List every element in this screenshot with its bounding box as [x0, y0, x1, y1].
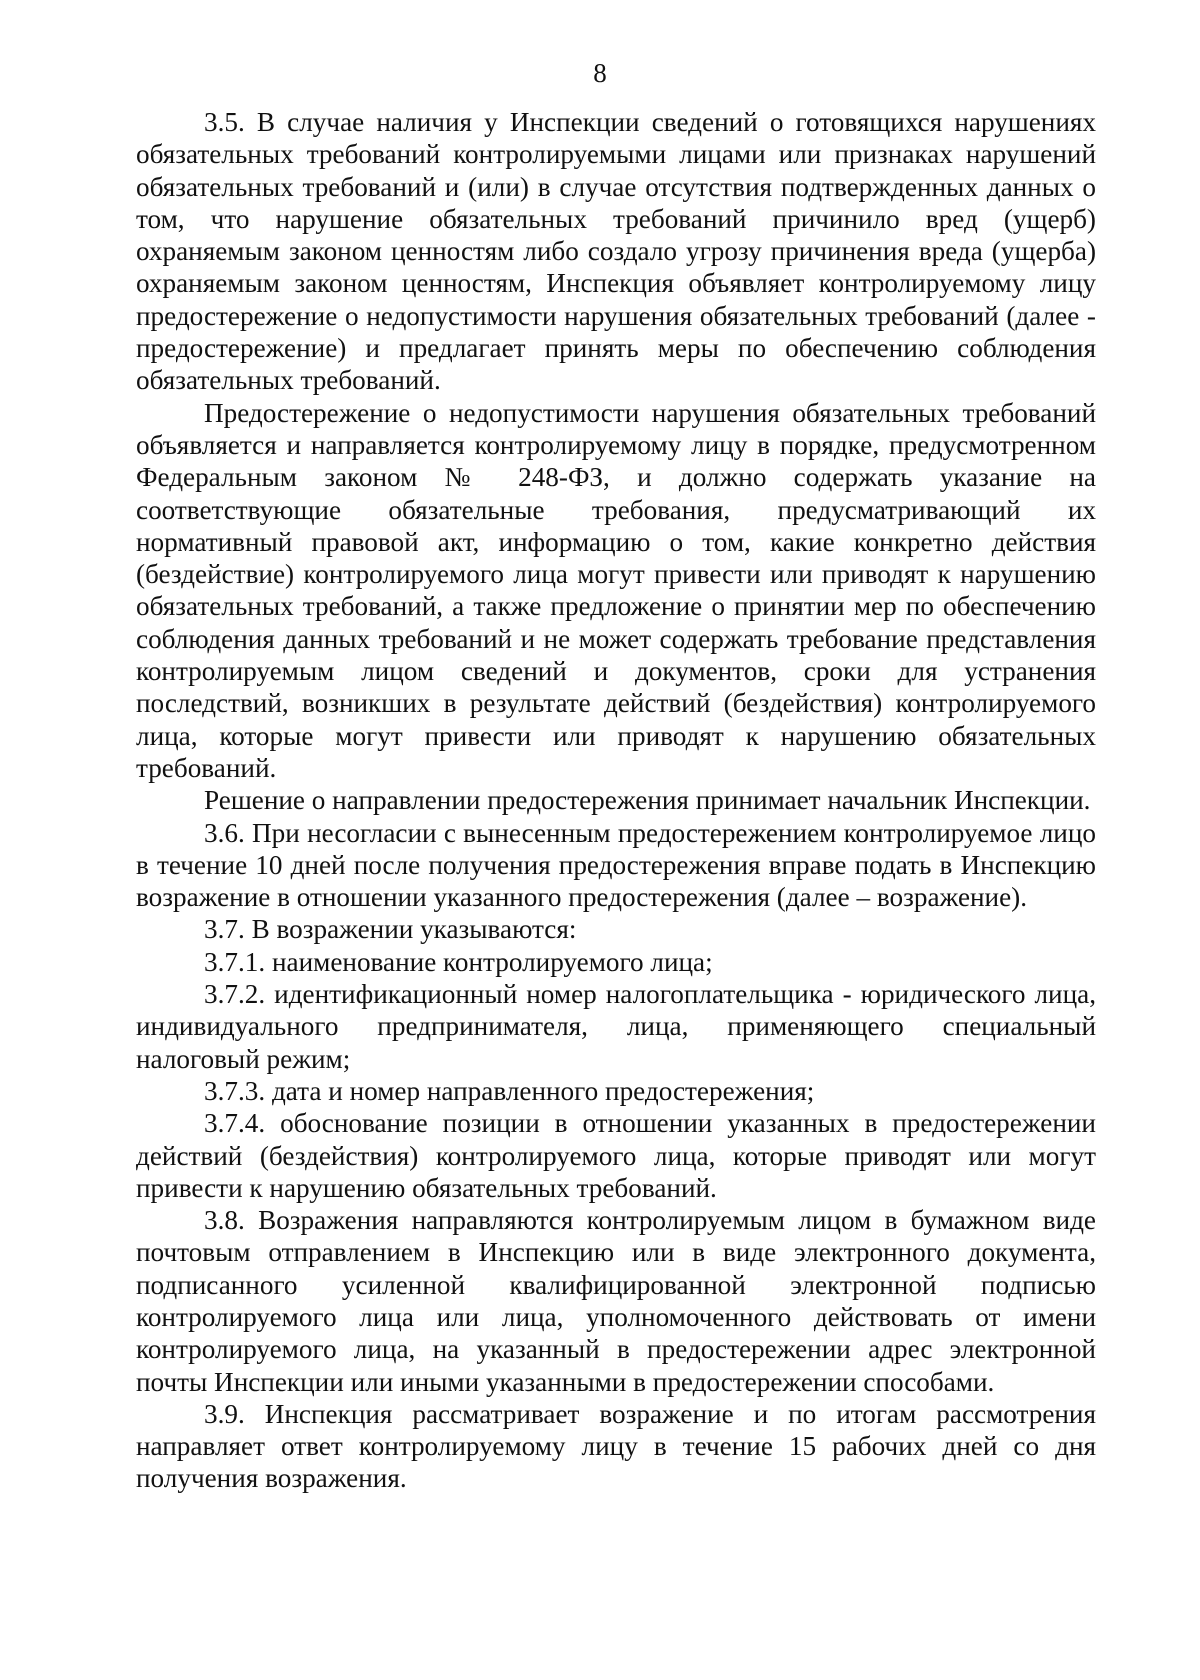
paragraph-3-6: 3.6. При несогласии с вынесенным предостережением контролируемое лицо в течение 10 дней после получения предостережения вправе подать в Инспекцию возражение в отношении указанного предостережения (далее – возражение).	[136, 817, 1096, 913]
paragraph-3-9: 3.9. Инспекция рассматривает возражение и по итогам рассмотрения направляет ответ контролируемому лицу в течение 15 рабочих дней со дня получения возражения.	[136, 1398, 1096, 1494]
page-number: 8	[593, 58, 607, 88]
paragraph-3-5: 3.5. В случае наличия у Инспекции сведений о готовящихся нарушениях обязательных требований контролируемыми лицами или признаках нарушений обязательных требований и (или) в случае отсутствия подтвержденных данных о том, что нарушение обязательных требований причинило вред (ущерб) охраняемым законом ценностям либо создало угрозу причинения вреда (ущерба) охраняемым законом ценностям, Инспекция объявляет контролируемому лицу предостережение о недопустимости нарушения обязательных требований (далее - предостережение) и предлагает принять меры по обеспечению соблюдения обязательных требований.	[136, 107, 1096, 396]
paragraph-3-8: 3.8. Возражения направляются контролируемым лицом в бумажном виде почтовым отправлением в Инспекцию или в виде электронного документа, подписанного усиленной квалифицированной электронной подписью контролируемого лица или лица, уполномоченного действовать от имени контролируемого лица, на указанный в предостережении адрес электронной почты Инспекции или иными указанными в предостережении способами.	[136, 1205, 1096, 1397]
paragraph-3-7-2: 3.7.2. идентификационный номер налогоплательщика - юридического лица, индивидуального предпринимателя, лица, применяющего специальный налоговый режим;	[136, 979, 1096, 1074]
paragraph-3-7-4: 3.7.4. обоснование позиции в отношении указанных в предостережении действий (бездействия) контролируемого лица, которые приводят или могут привести к нарушению обязательных требований.	[136, 1108, 1096, 1203]
paragraph-warning-content: Предостережение о недопустимости нарушения обязательных требований объявляется и направляется контролируемому лицу в порядке, предусмотренном Федеральным законом № 248-ФЗ, и должно содержать указание на соответствующие обязательные требования, предусматривающий их нормативный правовой акт, информацию о том, какие конкретно действия (бездействие) контролируемого лица могут привести или приводят к нарушению обязательных требований, а также предложение о принятии мер по обеспечению соблюдения данных требований и не может содержать требование представления контролируемым лицом сведений и документов, сроки для устранения последствий, возникших в результате действий (бездействия) контролируемого лица, которые могут привести или приводят к нарушению обязательных требований.	[136, 397, 1096, 783]
document-body	[136, 106, 1096, 1495]
paragraph-3-7-3: 3.7.3. дата и номер направленного предостережения;	[204, 1075, 815, 1106]
paragraph-warning-decision: Решение о направлении предостережения принимает начальник Инспекции.	[204, 785, 1091, 816]
paragraph-3-7: 3.7. В возражении указываются:	[204, 914, 577, 945]
paragraph-3-7-1: 3.7.1. наименование контролируемого лица;	[204, 946, 713, 977]
